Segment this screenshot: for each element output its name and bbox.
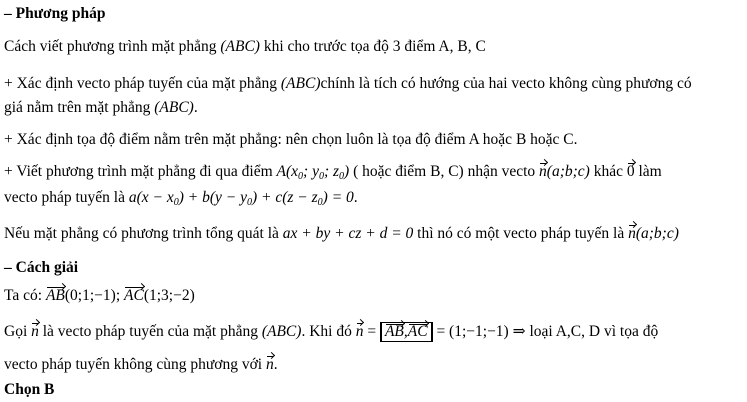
- general-equation: ax + by + cz + d = 0: [282, 225, 414, 242]
- step1-line: + Xác định vecto pháp tuyến của mặt phẳng (ABC)chính là tích có hướng của hai vecto không cùng phương có: [4, 75, 692, 92]
- general-normal-vector: n(a;b;c): [628, 225, 679, 242]
- plane-equation: $a(x - x_0) + b(y - y_0) + c(z - z_0) = 0$: [128, 189, 354, 208]
- step3-line-2: vecto pháp tuyến là $a(x - x_0) + b(y - y_0) + c(z - z_0) = 0$.: [4, 189, 358, 208]
- heading-solution: – Cách giải: [4, 259, 79, 276]
- plane-abc: (ABC): [220, 38, 260, 55]
- step3-line: + Viết phương trình mặt phẳng đi qua điểm $A(x_0$; $y_0$; $z_0$) ( hoặc điểm B, C) nhận vecto n(a;b;c) khác 0 làm: [4, 163, 662, 182]
- point-a: $A(x_0$; $y_0$; $z_0$): [276, 163, 350, 182]
- answer: Chọn B: [4, 381, 55, 398]
- zero-vector: 0: [626, 163, 635, 180]
- general-line: Nếu mặt phẳng có phương trình tổng quát là ax + by + cz + d = 0 thì nó có một vecto pháp tuyến là n(a;b;c): [4, 225, 679, 242]
- conclusion-line: vecto pháp tuyến không cùng phương với n.: [4, 356, 278, 373]
- vector-ac: AC: [124, 287, 144, 304]
- step1-line-2: giá nằm trên mặt phẳng (ABC).: [4, 99, 198, 116]
- vector-ab: AB: [45, 287, 65, 304]
- step2-line: + Xác định tọa độ điểm nằm trên mặt phẳng: nên chọn luôn là tọa độ điểm A hoặc B hoặc C.: [4, 131, 578, 148]
- vector-n: n: [31, 323, 39, 340]
- cross-product: AB,AC: [380, 322, 433, 342]
- cross-product-line: Gọi n là vecto pháp tuyến của mặt phẳng (ABC). Khi đó n = AB,AC = (1;−1;−1) ⇒ loại A,C, D vì tọa độ: [4, 323, 659, 340]
- normal-vector-n: n(a;b;c): [539, 163, 590, 180]
- intro-line: Cách viết phương trình mặt phẳng (ABC) khi cho trước tọa độ 3 điểm A, B, C: [4, 38, 486, 55]
- heading-method: – Phương pháp: [4, 5, 106, 22]
- given-vectors-line: Ta có: AB(0;1;−1); AC(1;3;−2): [4, 287, 195, 304]
